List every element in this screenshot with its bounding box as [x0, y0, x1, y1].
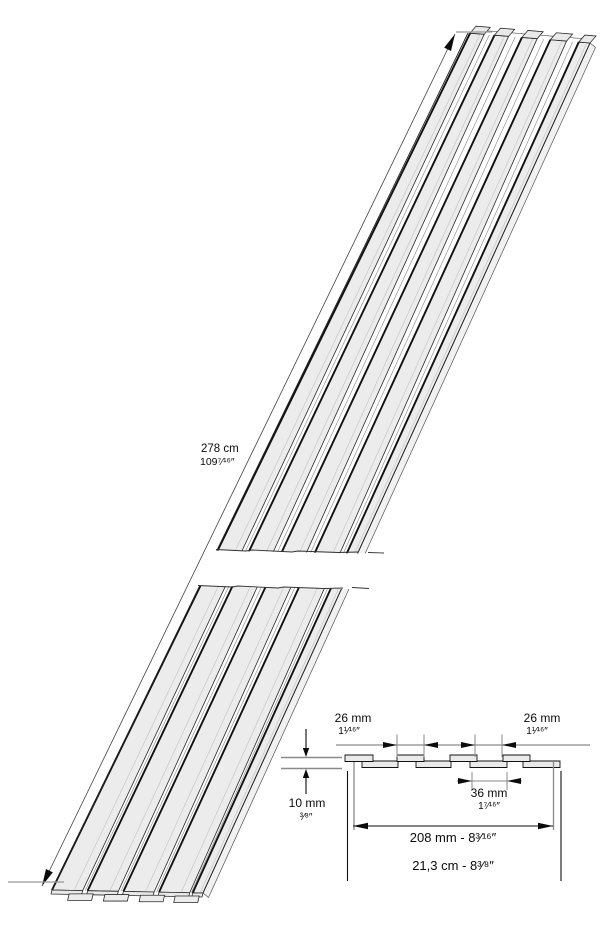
panel-length-metric: 278 cm	[201, 443, 239, 455]
panel-length-imperial: 109⁷⁄¹⁶″	[200, 456, 235, 468]
slat-width-left-metric: 26 mm	[334, 711, 372, 725]
panel-width-dimension: 208 mm - 8³⁄¹⁶″	[409, 830, 497, 845]
slat-width-right-imperial: 1¹⁄¹⁶″	[526, 726, 548, 737]
panel-thickness-imperial: ³⁄⁸″	[299, 812, 313, 823]
overall-width-dimension: 21,3 cm - 8³⁄⁸″	[412, 858, 494, 873]
slat-spacing-imperial: 1⁷⁄¹⁶″	[478, 801, 500, 812]
panel-body	[51, 26, 596, 902]
slat-width-left-imperial: 1¹⁄¹⁶″	[338, 726, 360, 737]
cross-section-profile	[345, 755, 560, 768]
thickness-dimension	[281, 729, 342, 794]
panel-thickness-metric: 10 mm	[288, 796, 326, 810]
break-lines	[198, 550, 384, 589]
slat-spacing-metric: 36 mm	[470, 786, 508, 800]
slat-width-dimension	[336, 735, 590, 758]
slat-width-right-metric: 26 mm	[523, 711, 561, 725]
